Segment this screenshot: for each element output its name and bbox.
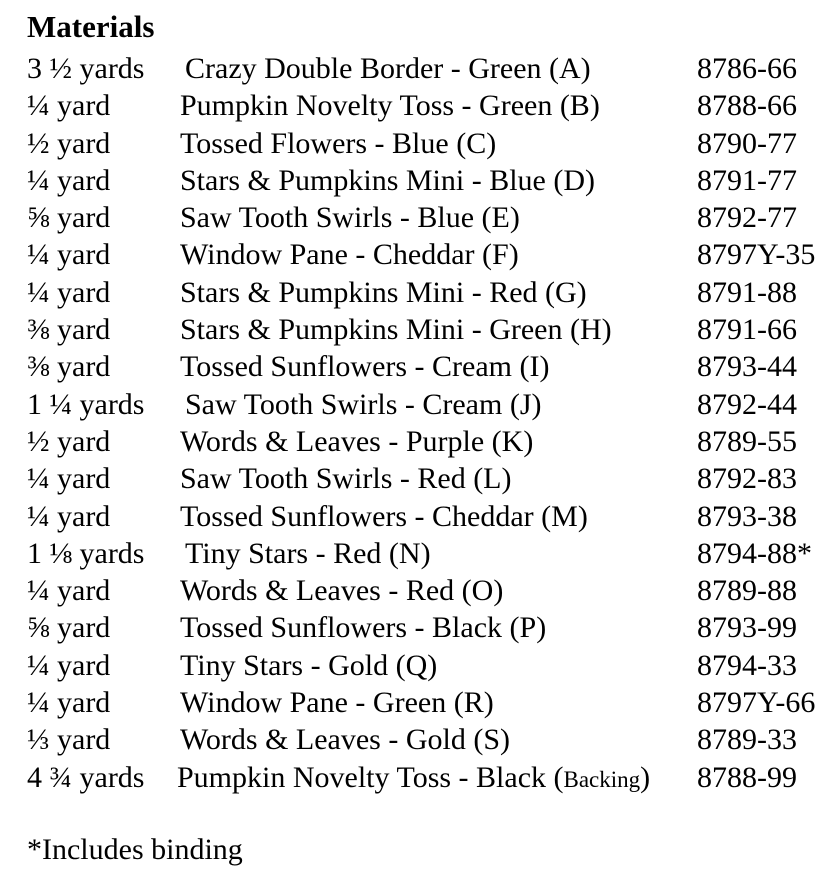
material-description-end: ) <box>640 760 651 794</box>
material-quantity: ¼ yard <box>27 462 111 496</box>
material-row-r <box>27 684 837 721</box>
material-description: Saw Tooth Swirls - Cream (J) <box>185 387 542 421</box>
material-code: 8794-33 <box>697 648 797 682</box>
material-quantity: ¼ yard <box>27 238 111 272</box>
material-code: 8793-44 <box>697 350 797 384</box>
material-quantity: ½ yard <box>27 126 111 160</box>
material-quantity: ⅓ yard <box>27 723 111 757</box>
material-row-j <box>27 386 837 423</box>
material-row-p <box>27 609 837 646</box>
material-description: Tossed Flowers - Blue (C) <box>180 126 497 160</box>
material-row-backing <box>27 759 837 796</box>
material-description-note: Backing <box>563 766 641 792</box>
material-description: Stars & Pumpkins Mini - Blue (D) <box>180 163 596 197</box>
material-quantity: ⅜ yard <box>27 313 111 347</box>
material-code: 8788-66 <box>697 89 797 123</box>
material-row-o <box>27 572 837 609</box>
material-description: Tossed Sunflowers - Cream (I) <box>180 350 550 384</box>
material-quantity: ¼ yard <box>27 163 111 197</box>
material-row-s <box>27 721 837 758</box>
material-code: 8792-44 <box>697 387 797 421</box>
material-description: Crazy Double Border - Green (A) <box>185 52 591 85</box>
material-description <box>177 759 650 798</box>
material-quantity: ⅝ yard <box>27 611 111 645</box>
material-row-f <box>27 236 837 273</box>
material-code: 8792-83 <box>697 462 797 496</box>
material-code: 8794-88* <box>697 536 812 570</box>
material-quantity: 1 ⅛ yards <box>27 536 145 570</box>
material-code: 8788-99 <box>697 760 797 794</box>
material-code: 8797Y-35 <box>697 238 816 272</box>
material-code: 8789-55 <box>697 424 797 458</box>
material-description: Window Pane - Green (R) <box>180 686 494 720</box>
material-description: Tiny Stars - Red (N) <box>185 536 431 570</box>
material-code: 8790-77 <box>697 126 797 160</box>
material-row-m <box>27 498 837 535</box>
material-row-g <box>27 274 837 311</box>
material-quantity: 4 ¾ yards <box>27 760 145 794</box>
material-code: 8791-77 <box>697 163 797 197</box>
material-row-h <box>27 311 837 348</box>
material-description: Words & Leaves - Purple (K) <box>180 424 534 458</box>
material-quantity: ½ yard <box>27 424 111 458</box>
material-row-i <box>27 348 837 385</box>
material-description: Saw Tooth Swirls - Red (L) <box>180 462 512 496</box>
material-code: 8791-66 <box>697 313 797 347</box>
material-description: Pumpkin Novelty Toss - Green (B) <box>180 89 600 123</box>
material-quantity: ⅜ yard <box>27 350 111 384</box>
material-description: Saw Tooth Swirls - Blue (E) <box>180 201 520 235</box>
binding-footnote: *Includes binding <box>27 833 243 866</box>
material-description: Tiny Stars - Gold (Q) <box>180 648 438 682</box>
material-description: Words & Leaves - Gold (S) <box>180 723 511 757</box>
material-description: Tossed Sunflowers - Black (P) <box>180 611 547 645</box>
material-row-a <box>27 50 837 87</box>
material-code: 8792-77 <box>697 201 797 235</box>
material-description: Window Pane - Cheddar (F) <box>180 238 519 272</box>
material-quantity: ¼ yard <box>27 574 111 608</box>
material-code: 8786-66 <box>697 52 797 85</box>
material-row-q <box>27 647 837 684</box>
material-code: 8789-33 <box>697 723 797 757</box>
material-description: Words & Leaves - Red (O) <box>180 574 504 608</box>
material-description: Tossed Sunflowers - Cheddar (M) <box>180 499 588 533</box>
material-quantity: ¼ yard <box>27 686 111 720</box>
material-quantity: ¼ yard <box>27 499 111 533</box>
material-row-n <box>27 535 837 572</box>
material-row-e <box>27 199 837 236</box>
material-code: 8789-88 <box>697 574 797 608</box>
material-row-c <box>27 125 837 162</box>
material-row-l <box>27 460 837 497</box>
material-row-b <box>27 87 837 124</box>
material-quantity: ¼ yard <box>27 89 111 123</box>
materials-list <box>27 50 837 796</box>
material-row-d <box>27 162 837 199</box>
material-code: 8797Y-66 <box>697 686 816 720</box>
material-description-main: Pumpkin Novelty Toss - Black ( <box>177 760 564 794</box>
material-code: 8791-88 <box>697 275 797 309</box>
material-quantity: ¼ yard <box>27 648 111 682</box>
material-quantity: ¼ yard <box>27 275 111 309</box>
material-quantity: ⅝ yard <box>27 201 111 235</box>
material-code: 8793-38 <box>697 499 797 533</box>
material-quantity: 1 ¼ yards <box>27 387 145 421</box>
material-description: Stars & Pumpkins Mini - Red (G) <box>180 275 587 309</box>
material-code: 8793-99 <box>697 611 797 645</box>
material-row-k <box>27 423 837 460</box>
material-quantity: 3 ½ yards <box>27 52 145 85</box>
material-description: Stars & Pumpkins Mini - Green (H) <box>180 313 612 347</box>
materials-heading: Materials <box>27 9 155 44</box>
